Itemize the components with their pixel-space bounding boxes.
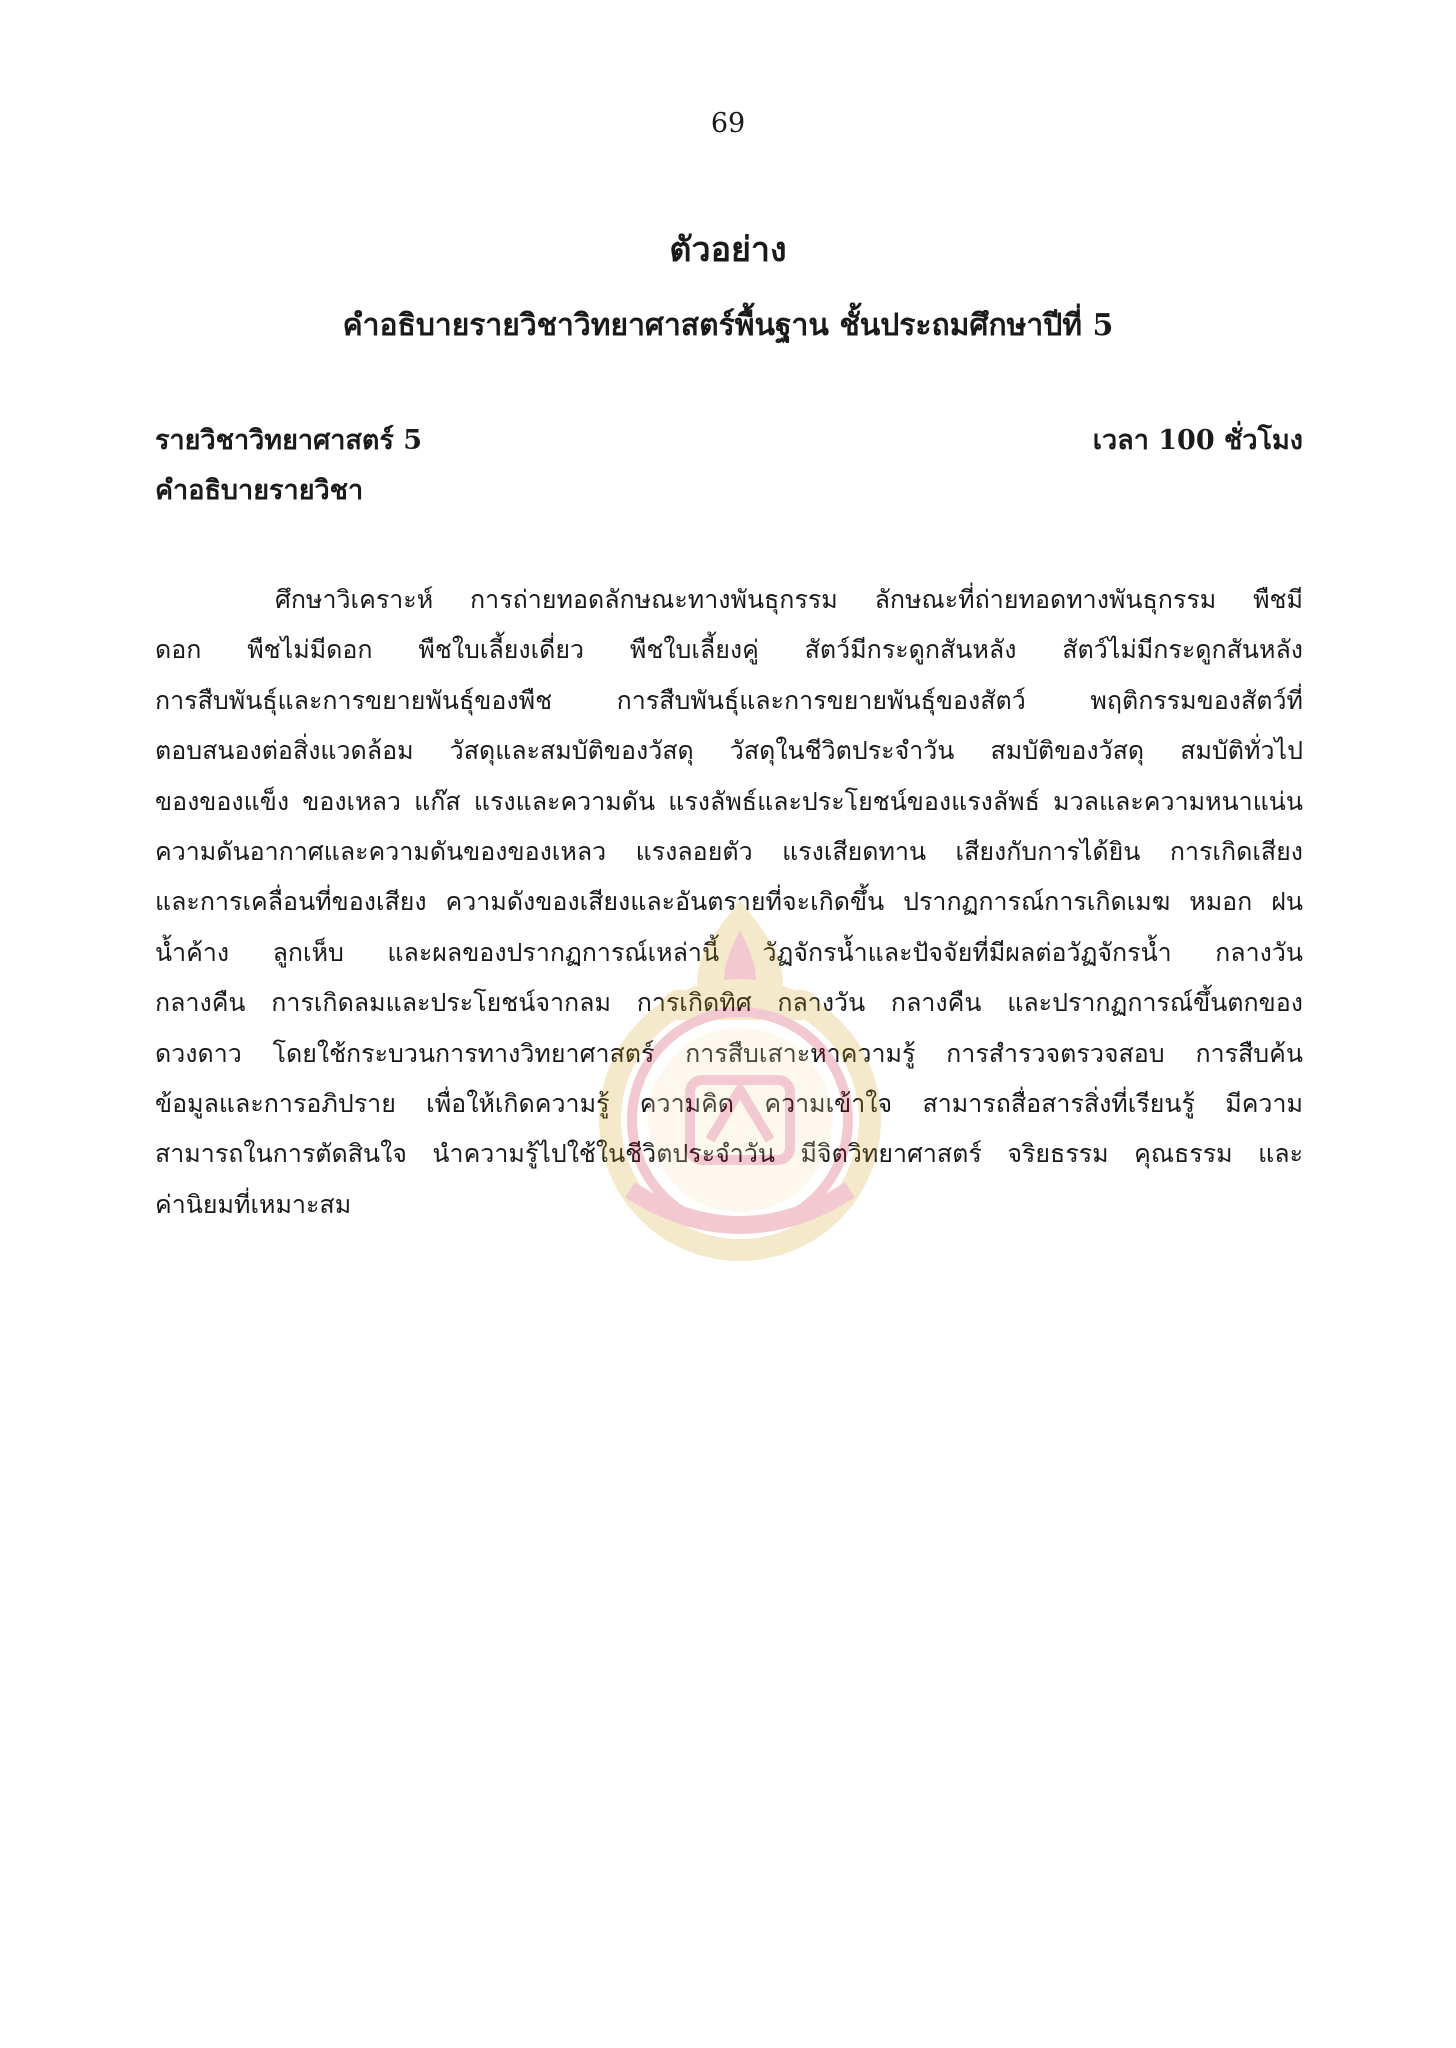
description-body xyxy=(155,575,1303,1230)
body-line: ของของแข็ง ของเหลว แก๊ส แรงและความดัน แรงลัพธ์และประโยชน์ของแรงลัพธ์ มวลและความหนาแน่น xyxy=(155,786,1303,816)
course-time: เวลา 100 ชั่วโมง xyxy=(1092,425,1303,456)
body-line: น้ำค้าง ลูกเห็บ และผลของปรากฏการณ์เหล่านี้ วัฏจักรน้ำและปัจจัยที่มีผลต่อวัฏจักรน้ำ กลางวัน xyxy=(155,937,1303,967)
body-line: ตอบสนองต่อสิ่งแวดล้อม วัสดุและสมบัติของวัสดุ วัสดุในชีวิตประจำวัน สมบัติของวัสดุ สมบัติทั่วไป xyxy=(155,736,1303,766)
body-line: ข้อมูลและการอภิปราย เพื่อให้เกิดความรู้ ความคิด ความเข้าใจ สามารถสื่อสารสิ่งที่เรียนรู้ มีความ xyxy=(155,1088,1303,1118)
body-line: ความดันอากาศและความดันของของเหลว แรงลอยตัว แรงเสียดทาน เสียงกับการได้ยิน การเกิดเสียง xyxy=(155,836,1303,866)
course-name: รายวิชาวิทยาศาสตร์ 5 xyxy=(155,425,423,456)
body-line: การสืบพันธุ์และการขยายพันธุ์ของพืช การสืบพันธุ์และการขยายพันธุ์ของสัตว์ พฤติกรรมของสัตว์ที่ xyxy=(155,685,1303,715)
description-heading: คำอธิบายรายวิชา xyxy=(155,475,364,506)
body-line: ศึกษาวิเคราะห์ การถ่ายทอดลักษณะทางพันธุกรรม ลักษณะที่ถ่ายทอดทางพันธุกรรม พืชมี xyxy=(275,585,1303,614)
page-number: 69 xyxy=(710,108,746,139)
body-line: ดอก พืชไม่มีดอก พืชใบเลี้ยงเดี่ยว พืชใบเลี้ยงคู่ สัตว์มีกระดูกสันหลัง สัตว์ไม่มีกระดูกสันหลัง xyxy=(155,635,1303,665)
body-line: กลางคืน การเกิดลมและประโยชน์จากลม การเกิดทิศ กลางวัน กลางคืน และปรากฏการณ์ขึ้นตกของ xyxy=(155,988,1303,1018)
body-line: สามารถในการตัดสินใจ นำความรู้ไปใช้ในชีวิตประจำวัน มีจิตวิทยาศาสตร์ จริยธรรม คุณธรรม และ xyxy=(155,1139,1303,1169)
page-title: ตัวอย่าง xyxy=(669,230,787,270)
body-line: และการเคลื่อนที่ของเสียง ความดังของเสียงและอันตรายที่จะเกิดขึ้น ปรากฏการณ์การเกิดเมฆ หมอก ฝน xyxy=(155,887,1303,917)
body-line: ค่านิยมที่เหมาะสม xyxy=(155,1189,352,1219)
body-line: ดวงดาว โดยใช้กระบวนการทางวิทยาศาสตร์ การสืบเสาะหาความรู้ การสำรวจตรวจสอบ การสืบค้น xyxy=(155,1038,1303,1068)
page-subtitle: คำอธิบายรายวิชาวิทยาศาสตร์พื้นฐาน ชั้นประถมศึกษาปีที่ 5 xyxy=(342,308,1114,343)
